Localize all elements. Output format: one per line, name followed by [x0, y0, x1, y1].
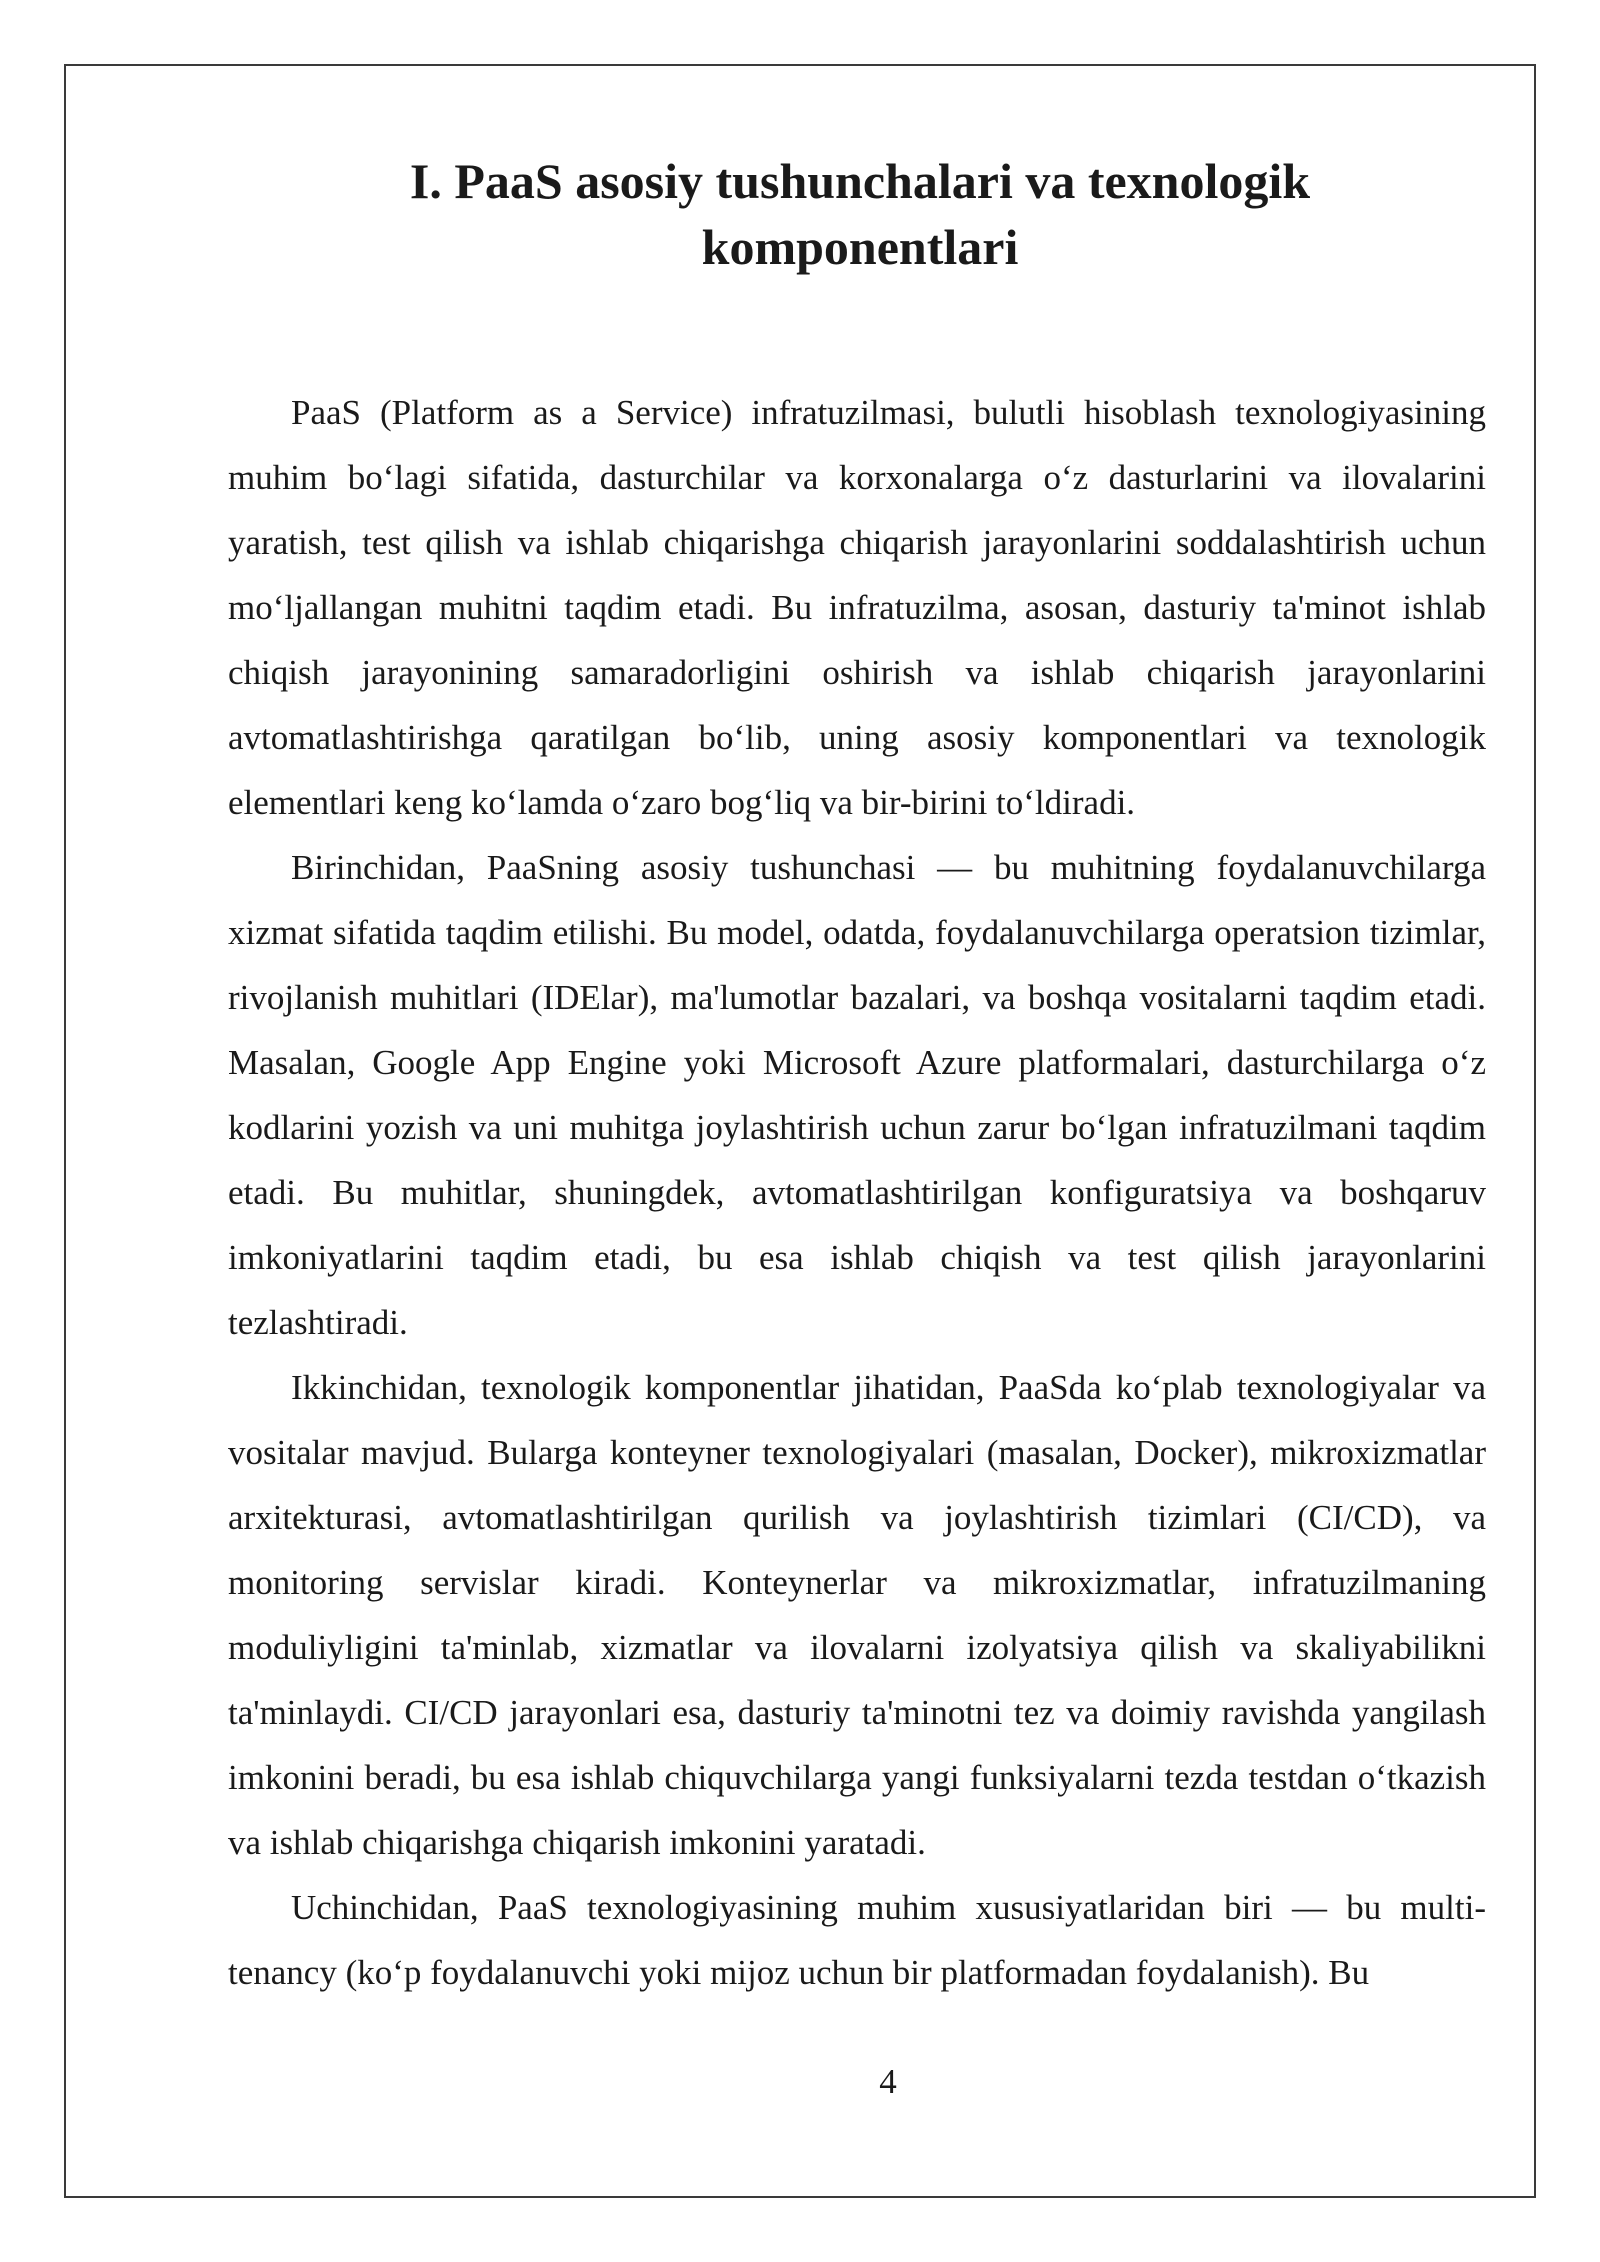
paragraph-second: Ikkinchidan, texnologik komponentlar jihatidan, PaaSda ko‘plab texnologiyalar va vositalar mavjud. Bularga konteyner texnologiyalari (masalan, Docker), mikroxizmatlar arxitekturasi, avtomatlashtirilgan qurilish va joylashtirish tizimlari (CI/CD), va monitoring servislar kiradi. Konteynerlar va mikroxizmatlar, infratuzilmaning moduliyligini ta'minlab, xizmatlar va ilovalarni izolyatsiya qilish va skaliyabilikni ta'minlaydi. CI/CD jarayonlari esa, dasturiy ta'minotni tez va doimiy ravishda yangilash imkonini beradi, bu esa ishlab chiquvchilarga yangi funksiyalarni tezda testdan o‘tkazish va ishlab chiqarishga chiqarish imkonini yaratadi.: [228, 1368, 1486, 1862]
paragraph-third: Uchinchidan, PaaS texnologiyasining muhim xususiyatlaridan biri — bu multi-tenancy (ko‘p foydalanuvchi yoki mijoz uchun bir platformadan foydalanish). Bu: [228, 1888, 1486, 1992]
section-heading: [230, 148, 1490, 280]
page-number: 4: [879, 2062, 897, 2101]
section-heading-line-2: komponentlari: [701, 219, 1019, 275]
paragraph-first: Birinchidan, PaaSning asosiy tushunchasi — bu muhitning foydalanuvchilarga xizmat sifatida taqdim etilishi. Bu model, odatda, foydalanuvchilarga operatsion tizimlar, rivojlanish muhitlari (IDElar), ma'lumotlar bazalari, va boshqa vositalarni taqdim etadi. Masalan, Google App Engine yoki Microsoft Azure platformalari, dasturchilarga o‘z kodlarini yozish va uni muhitga joylashtirish uchun zarur bo‘lgan infratuzilmani taqdim etadi. Bu muhitlar, shuningdek, avtomatlashtirilgan konfiguratsiya va boshqaruv imkoniyatlarini taqdim etadi, bu esa ishlab chiqish va test qilish jarayonlarini tezlashtiradi.: [228, 848, 1486, 1342]
body-text: [228, 380, 1486, 2005]
paragraph-intro: PaaS (Platform as a Service) infratuzilmasi, bulutli hisoblash texnologiyasining muhim bo‘lagi sifatida, dasturchilar va korxonalarga o‘z dasturlarini va ilovalarini yaratish, test qilish va ishlab chiqarishga chiqarish jarayonlarini soddalashtirish uchun mo‘ljallangan muhitni taqdim etadi. Bu infratuzilma, asosan, dasturiy ta'minot ishlab chiqish jarayonining samaradorligini oshirish va ishlab chiqarish jarayonlarini avtomatlashtirishga qaratilgan bo‘lib, uning asosiy komponentlari va texnologik elementlari keng ko‘lamda o‘zaro bog‘liq va bir-birini to‘ldiradi.: [228, 393, 1486, 822]
section-heading-line-1: I. PaaS asosiy tushunchalari va texnologik: [409, 153, 1311, 209]
